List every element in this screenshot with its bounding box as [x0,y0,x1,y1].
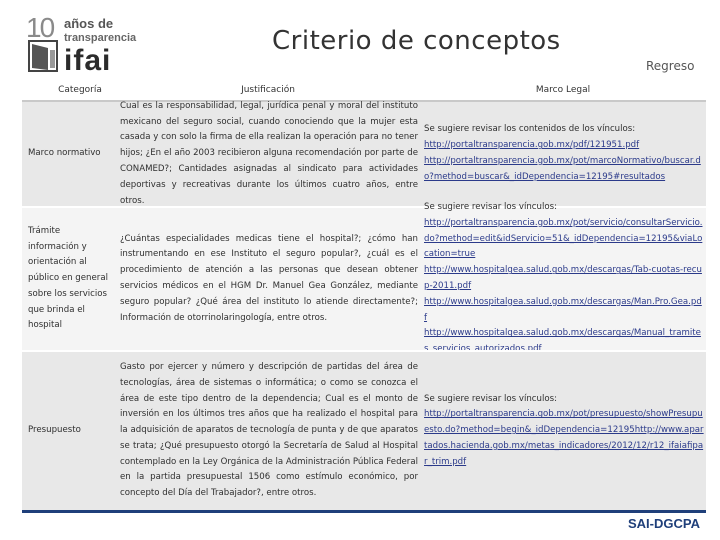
legal-link[interactable]: http://www.hospitalgea.salud.gob.mx/descargas/Manual_tramite [424,328,701,339]
row-categoria: Presupuesto [28,425,81,436]
row-marco-legal [424,202,704,350]
legal-link[interactable]: http://portaltransparencia.gob.mx/pot/servicio/consultarServicio.do?method=edit&idServicio=51&_idDependencia=12195&viaLocation=true [424,217,703,260]
marco-intro: Se sugiere revisar los vínculos: [424,202,557,213]
marco-intro: Se sugiere revisar los contenidos de los vínculos: [424,124,636,135]
legal-link[interactable]: http://www.hospitalgea.salud.gob.mx/descargas/Tab-cuotas-recup-2011.pdf [424,265,702,291]
back-link[interactable]: Regreso [646,59,695,73]
footer-brand: SAI-DGCPA [628,516,700,531]
marco-intro: Se sugiere revisar los vínculos: [424,393,557,404]
table-row [22,202,706,350]
row-justificacion: Gasto por ejercer y número y descripción de partidas del área de tecnologías, área de sistemas o informática; o como se conozca el área de este tipo dentro de la dependencia; Cual es el monto de inversión en los últimos tres años que ha realizado el hospital para la adquisición de aparatos de tecnología de punta y de que aparatos se trata; ¿Qué presupuesto otorgó la Secretaría de Salud al Hospital contemplado en la Ley Orgánica de la Administración Pública Federal en la partida presupuestal 1506 como estímulo económico, por concepto del Día del Trabajador?, entre otros. [120,361,418,499]
logo-line1: años de [64,16,114,31]
ifai-logo [22,10,137,77]
row-categoria: Trámite información y orientación al público en general sobre los servicios que brinda el hospital [28,225,108,331]
logo-brand: ifai [64,44,112,77]
legal-link[interactable]: http://www.hospitalgea.salud.gob.mx/descargas/Man.Pro.Gea.pdf [424,296,702,323]
table-row [22,352,706,510]
logo-line2: transparencia [64,32,137,44]
row-categoria: Marco normativo [28,148,101,159]
row-justificacion: Cual es la responsabilidad, legal, jurídica penal y moral del instituto mexicano del seguro social, cuando conociendo que la mujer esta casada y con solo la firma de ella realizan la operación para no tener hijos; ¿En el año 2003 recibieron alguna recomendación por parte de CONAMED?; Cantidades asignadas al sindicato para actividades deportivas y recreativas durante los últimos cuatro años, entre otros. [120,100,418,206]
row-marco-legal [424,352,704,510]
footer-divider [22,510,706,513]
row-marco-legal [424,102,704,206]
column-header-marco-legal: Marco Legal [420,80,706,100]
row-justificacion: ¿Cuántas especialidades medicas tiene el hospital?; ¿cómo han instrumentando en ese Instituto el seguro popular?, ¿cuál es el procedimiento de atención a las personas que desean obtener servicios médicos en el HGM Dr. Manuel Gea González, mediante seguro popular? ¿Qué área del instituto lo atiende directamente?; Información de otorrinolaringología, entre otros. [120,233,418,323]
logo-number: 10 [26,12,54,43]
column-header-categoria: Categoría [22,80,138,100]
page-title: Criterio de conceptos [272,26,561,56]
legal-link[interactable]: http://portaltransparencia.gob.mx/pot/presupuesto/showPresupuesto.do?method=begin&_idDependencia=12195http://www.apartados.hacienda.gob.mx/metas_indicadores/2012/12/r12_ifaiafipar_trim.pdf [424,409,704,467]
door-icon [28,40,60,72]
column-header-justificacion: Justificación [118,80,418,100]
legal-link[interactable]: http://portaltransparencia.gob.mx/pdf/121951.pdf [424,140,640,151]
table-row [22,102,706,206]
legal-link[interactable]: http://portaltransparencia.gob.mx/pot/marcoNormativo/buscar.do?method=buscar&_idDependencia=12195#resultados [424,156,701,182]
